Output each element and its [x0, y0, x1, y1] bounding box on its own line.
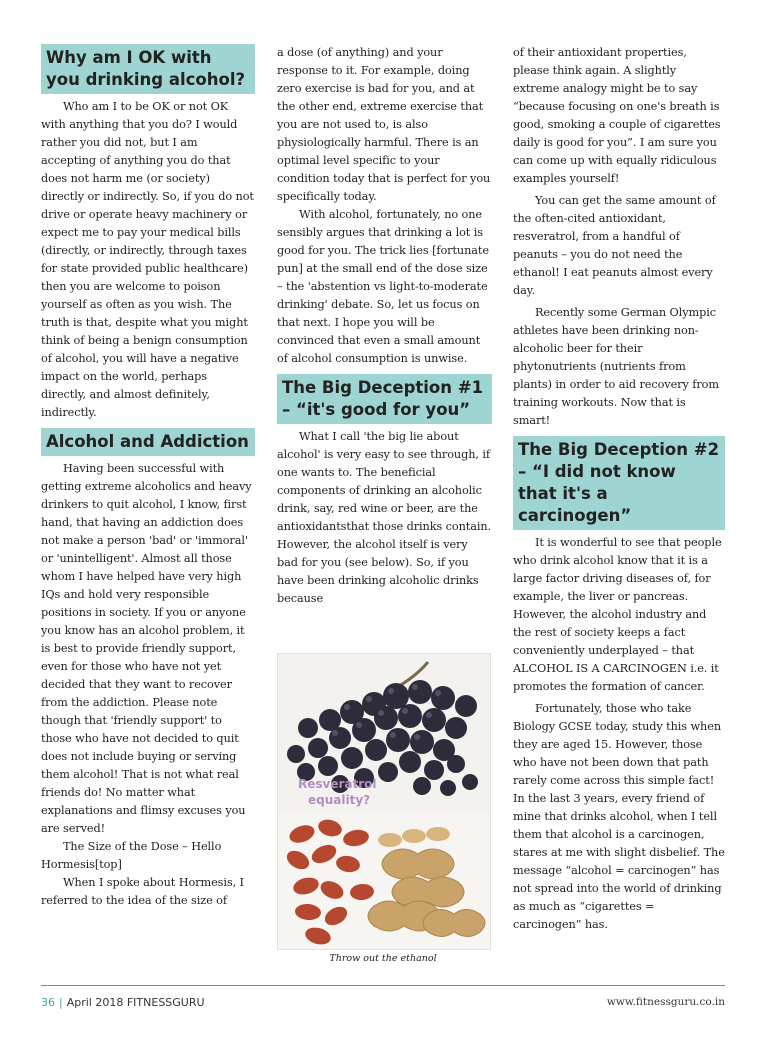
overlay-text-line1: Resveratrol — [298, 777, 377, 791]
footer-separator: | — [59, 996, 63, 1009]
page-footer — [41, 996, 725, 1009]
footer-divider — [41, 985, 725, 986]
paragraph: of their antioxidant properties, please think again. A slightly extreme analogy might be to say “because focusing on one's breath is good, smoking a couple of cigarettes daily is good for you”. I am sure you can come up with equally ridiculous examples yourself! — [513, 46, 721, 185]
column-1 — [41, 44, 255, 910]
paragraph: a dose (of anything) and your response to it. For example, doing zero exercise is bad for you, and at the other end, extreme exercise that you are not used to, is also physiologically harmful. There is an optimal level specific to your condition today that is perfect for you specifically today. — [277, 46, 491, 203]
paragraph: It is wonderful to see that people who drink alcohol know that it is a large factor driving diseases of, for example, the liver or pancreas. However, the alcohol industry and the rest of society keeps a fact conveniently underplayed – that ALCOHOL IS A CARCINOGEN i.e. it promotes the formation of cancer. — [513, 536, 722, 693]
paragraph: Who am I to be OK or not OK with anything that you do? I would rather you did not, but I am accepting of anything you do that does not harm me (or society) directly or indirectly. So, if you do not drive or operate heavy machinery or expect me to pay your medical bills (directly, or indirectly, through taxes for state provided public healthcare) then you are welcome to poison yourself as often as you wish. The truth is that, despite what you might think of being a benign consumption of alcohol, you will have a negative impact on the world, perhaps directly, and almost definitely, indirectly. — [41, 100, 254, 419]
website-link[interactable]: www.fitnessguru.co.in — [606, 996, 725, 1008]
grapes-peanuts-illustration — [278, 654, 490, 949]
section-heading-deception-1: The Big Deception #1 – “it's good for you” — [277, 374, 492, 424]
overlay-text-line2: equality? — [308, 793, 371, 807]
subheading-hormesis-link[interactable]: The Size of the Dose – Hello Hormesis[top] — [41, 840, 222, 871]
paragraph: When I spoke about Hormesis, I referred to the idea of the size of — [41, 876, 244, 907]
issue-label: April 2018 FITNESSGURU — [66, 996, 205, 1009]
paragraph: Fortunately, those who take Biology GCSE today, study this when they are aged 15. However, those who have not been down that path rarely come across this simple fact! In the last 3 years, every friend of mine that drinks alcohol, when I tell them that alcohol is a carcinogen, stares at me with slight disbelief. The message “alcohol = carcinogen” has not spread into the world of drinking as much as “cigarettes = carcinogen” has. — [513, 702, 725, 931]
figure-caption: Throw out the ethanol — [329, 953, 437, 964]
grapes-peanuts-image — [277, 653, 491, 950]
section-heading-deception-2: The Big Deception #2 – “I did not know that it's a carcinogen” — [513, 436, 725, 530]
paragraph: Recently some German Olympic athletes have been drinking non-alcoholic beer for their phytonutrients (nutrients from plants) in order to aid recovery from training workouts. Now that is smart! — [513, 306, 719, 427]
section-heading-why-ok: Why am I OK with you drinking alcohol? — [41, 44, 255, 94]
paragraph: Having been successful with getting extreme alcoholics and heavy drinkers to quit alcohol, I know, first hand, that having an addiction does not make a person 'bad' or 'immoral' or 'unintelligent'. Almost all those whom I have helped have very high IQs and hold very responsible positions in society. If you or anyone you know has an alcohol problem, it is best to provide friendly support, even for those who have not yet decided that they want to recover from the addiction. Please note though that 'friendly support' to those who have not decided to quit does not include buying or serving them alcohol! That is not what real friends do! No matter what explanations and flimsy excuses you are served! — [41, 462, 252, 835]
paragraph: You can get the same amount of the often-cited antioxidant, resveratrol, from a handful of peanuts – you do not need the ethanol! I eat peanuts almost every day. — [513, 194, 716, 297]
column-2 — [277, 44, 492, 608]
page-number: 36 — [41, 996, 55, 1009]
column-3 — [513, 44, 725, 934]
paragraph: What I call 'the big lie about alcohol' is very easy to see through, if one wants to. The beneficial components of drinking an alcoholic drink, say, red wine or beer, are the antioxidantsthat those drinks contain. However, the alcohol itself is very bad for you (see below). So, if you have been drinking alcoholic drinks because — [277, 430, 492, 605]
section-heading-addiction: Alcohol and Addiction — [41, 428, 255, 456]
paragraph: With alcohol, fortunately, no one sensibly argues that drinking a lot is good for you. The trick lies [fortunate pun] at the small end of the dose size – the 'abstention vs light-to-moderate drinking' debate. So, let us focus on that next. I hope you will be convinced that even a small amount of alcohol consumption is unwise. — [277, 208, 489, 365]
